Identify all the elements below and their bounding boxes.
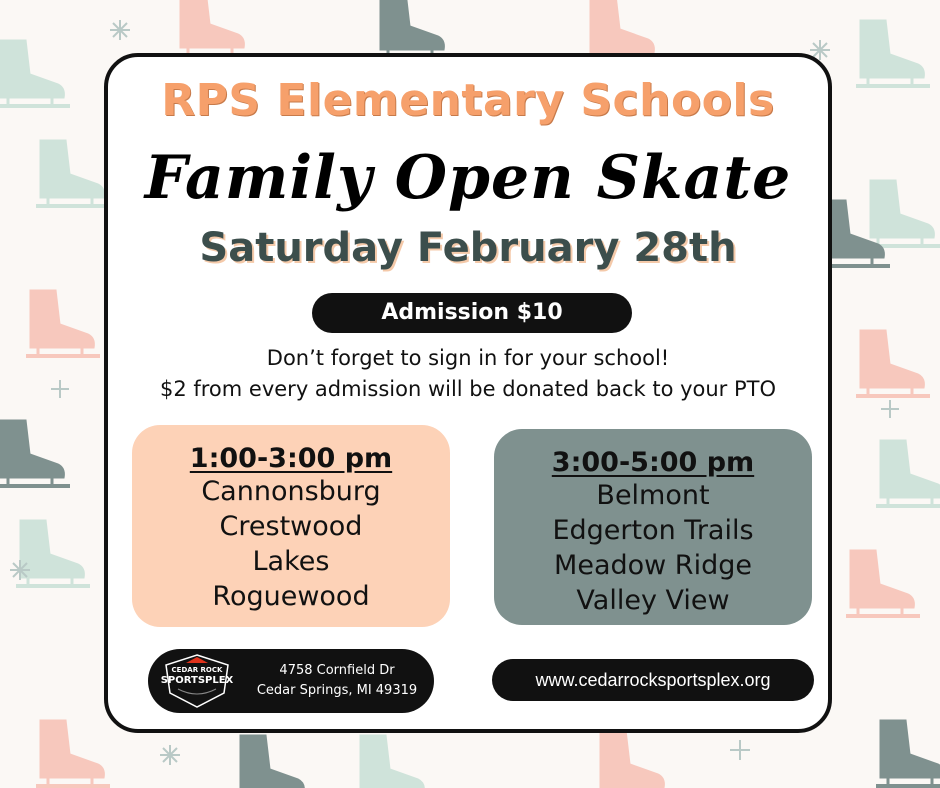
- session-panel-early: [132, 425, 450, 627]
- session-panel-late: [494, 429, 812, 625]
- event-date: Saturday February 28th: [199, 225, 737, 271]
- admission-badge: Admission $10: [312, 293, 632, 333]
- school-name: Lakes: [252, 546, 330, 577]
- logo-top-text: CEDAR ROCK: [171, 666, 223, 674]
- sportsplex-logo: [158, 653, 236, 709]
- pto-note: [108, 343, 828, 405]
- website-link[interactable]: www.cedarrocksportsplex.org: [492, 659, 814, 701]
- school-name: Crestwood: [219, 511, 363, 542]
- address-line-2: Cedar Springs, MI 49319: [256, 683, 418, 698]
- school-name: Meadow Ridge: [554, 550, 752, 581]
- address-line-1: 4758 Cornfield Dr: [279, 663, 395, 678]
- district-title: RPS Elementary Schools: [161, 75, 775, 126]
- session-time: 1:00-3:00 pm: [189, 443, 393, 474]
- session-time: 3:00-5:00 pm: [551, 447, 755, 478]
- venue-address-pill: [148, 649, 434, 713]
- flyer-card: [104, 53, 832, 733]
- school-name: Edgerton Trails: [552, 515, 754, 546]
- note-line-2: $2 from every admission will be donated back to your PTO: [159, 377, 777, 401]
- logo-main-text: SPORTSPLEX: [160, 675, 234, 686]
- school-name: Belmont: [596, 480, 710, 511]
- school-name: Valley View: [576, 585, 730, 616]
- school-name: Roguewood: [212, 581, 370, 612]
- venue-address: [244, 661, 430, 701]
- note-line-1: Don’t forget to sign in for your school!: [266, 346, 670, 370]
- event-title: Family Open Skate: [144, 143, 792, 213]
- school-name: Cannonsburg: [201, 476, 381, 507]
